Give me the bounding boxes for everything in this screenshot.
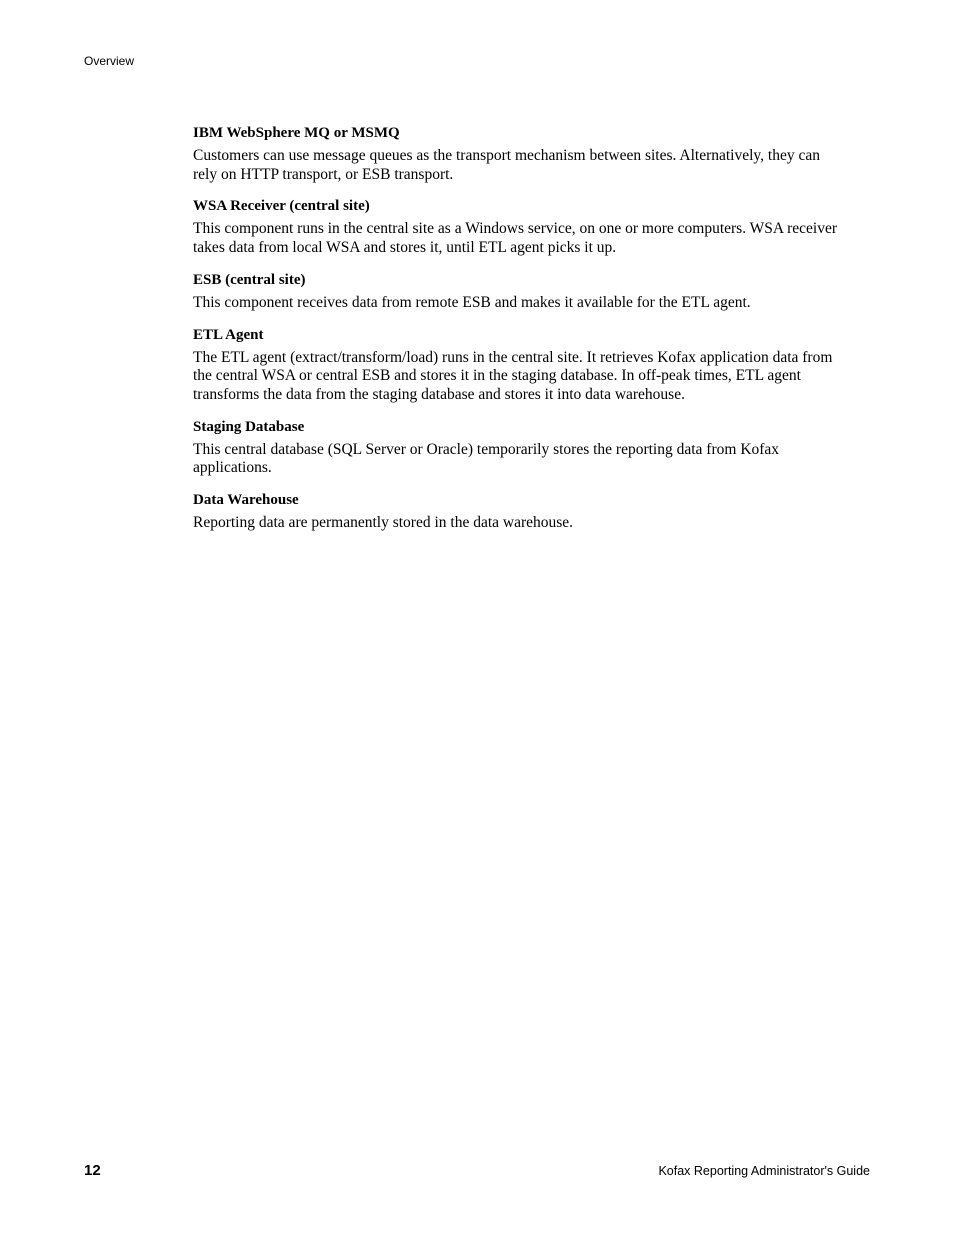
section-heading: WSA Receiver (central site) <box>193 198 370 215</box>
section-body: This component receives data from remote ESB and makes it available for the ETL agent. <box>193 293 751 311</box>
running-header: Overview <box>84 54 135 68</box>
section-heading: ETL Agent <box>193 326 264 343</box>
footer-guide-title: Kofax Reporting Administrator's Guide <box>658 1164 870 1178</box>
section-body: Customers can use message queues as the transport mechanism between sites. Alternatively, they can rely on HTTP transport, or ESB transport. <box>193 147 820 183</box>
section-heading: IBM WebSphere MQ or MSMQ <box>193 125 400 141</box>
section-body: This central database (SQL Server or Oracle) temporarily stores the reporting data from Kofax applications. <box>193 440 780 477</box>
section-heading: Staging Database <box>193 418 305 435</box>
section-body: Reporting data are permanently stored in the data warehouse. <box>193 514 574 532</box>
section-esb-central <box>193 271 843 313</box>
section-etl-agent <box>193 326 843 405</box>
section-body: The ETL agent (extract/transform/load) runs in the central site. It retrieves Kofax application data from the central WSA or central ESB and stores it in the staging database. In off-peak times, ETL agent transforms the data from the staging database and stores it into data warehouse. <box>193 348 833 403</box>
section-heading: ESB (central site) <box>193 271 306 288</box>
section-wsa-receiver <box>193 197 843 257</box>
section-data-warehouse <box>193 491 843 533</box>
section-heading: Data Warehouse <box>193 492 299 509</box>
page-number: 12 <box>84 1162 101 1179</box>
section-body: This component runs in the central site as a Windows service, on one or more computers. WSA receiver takes data from local WSA and stores it, until ETL agent picks it up. <box>193 220 838 257</box>
section-ibm-websphere-mq <box>193 124 843 184</box>
page-content <box>193 124 843 546</box>
section-staging-database <box>193 418 843 478</box>
